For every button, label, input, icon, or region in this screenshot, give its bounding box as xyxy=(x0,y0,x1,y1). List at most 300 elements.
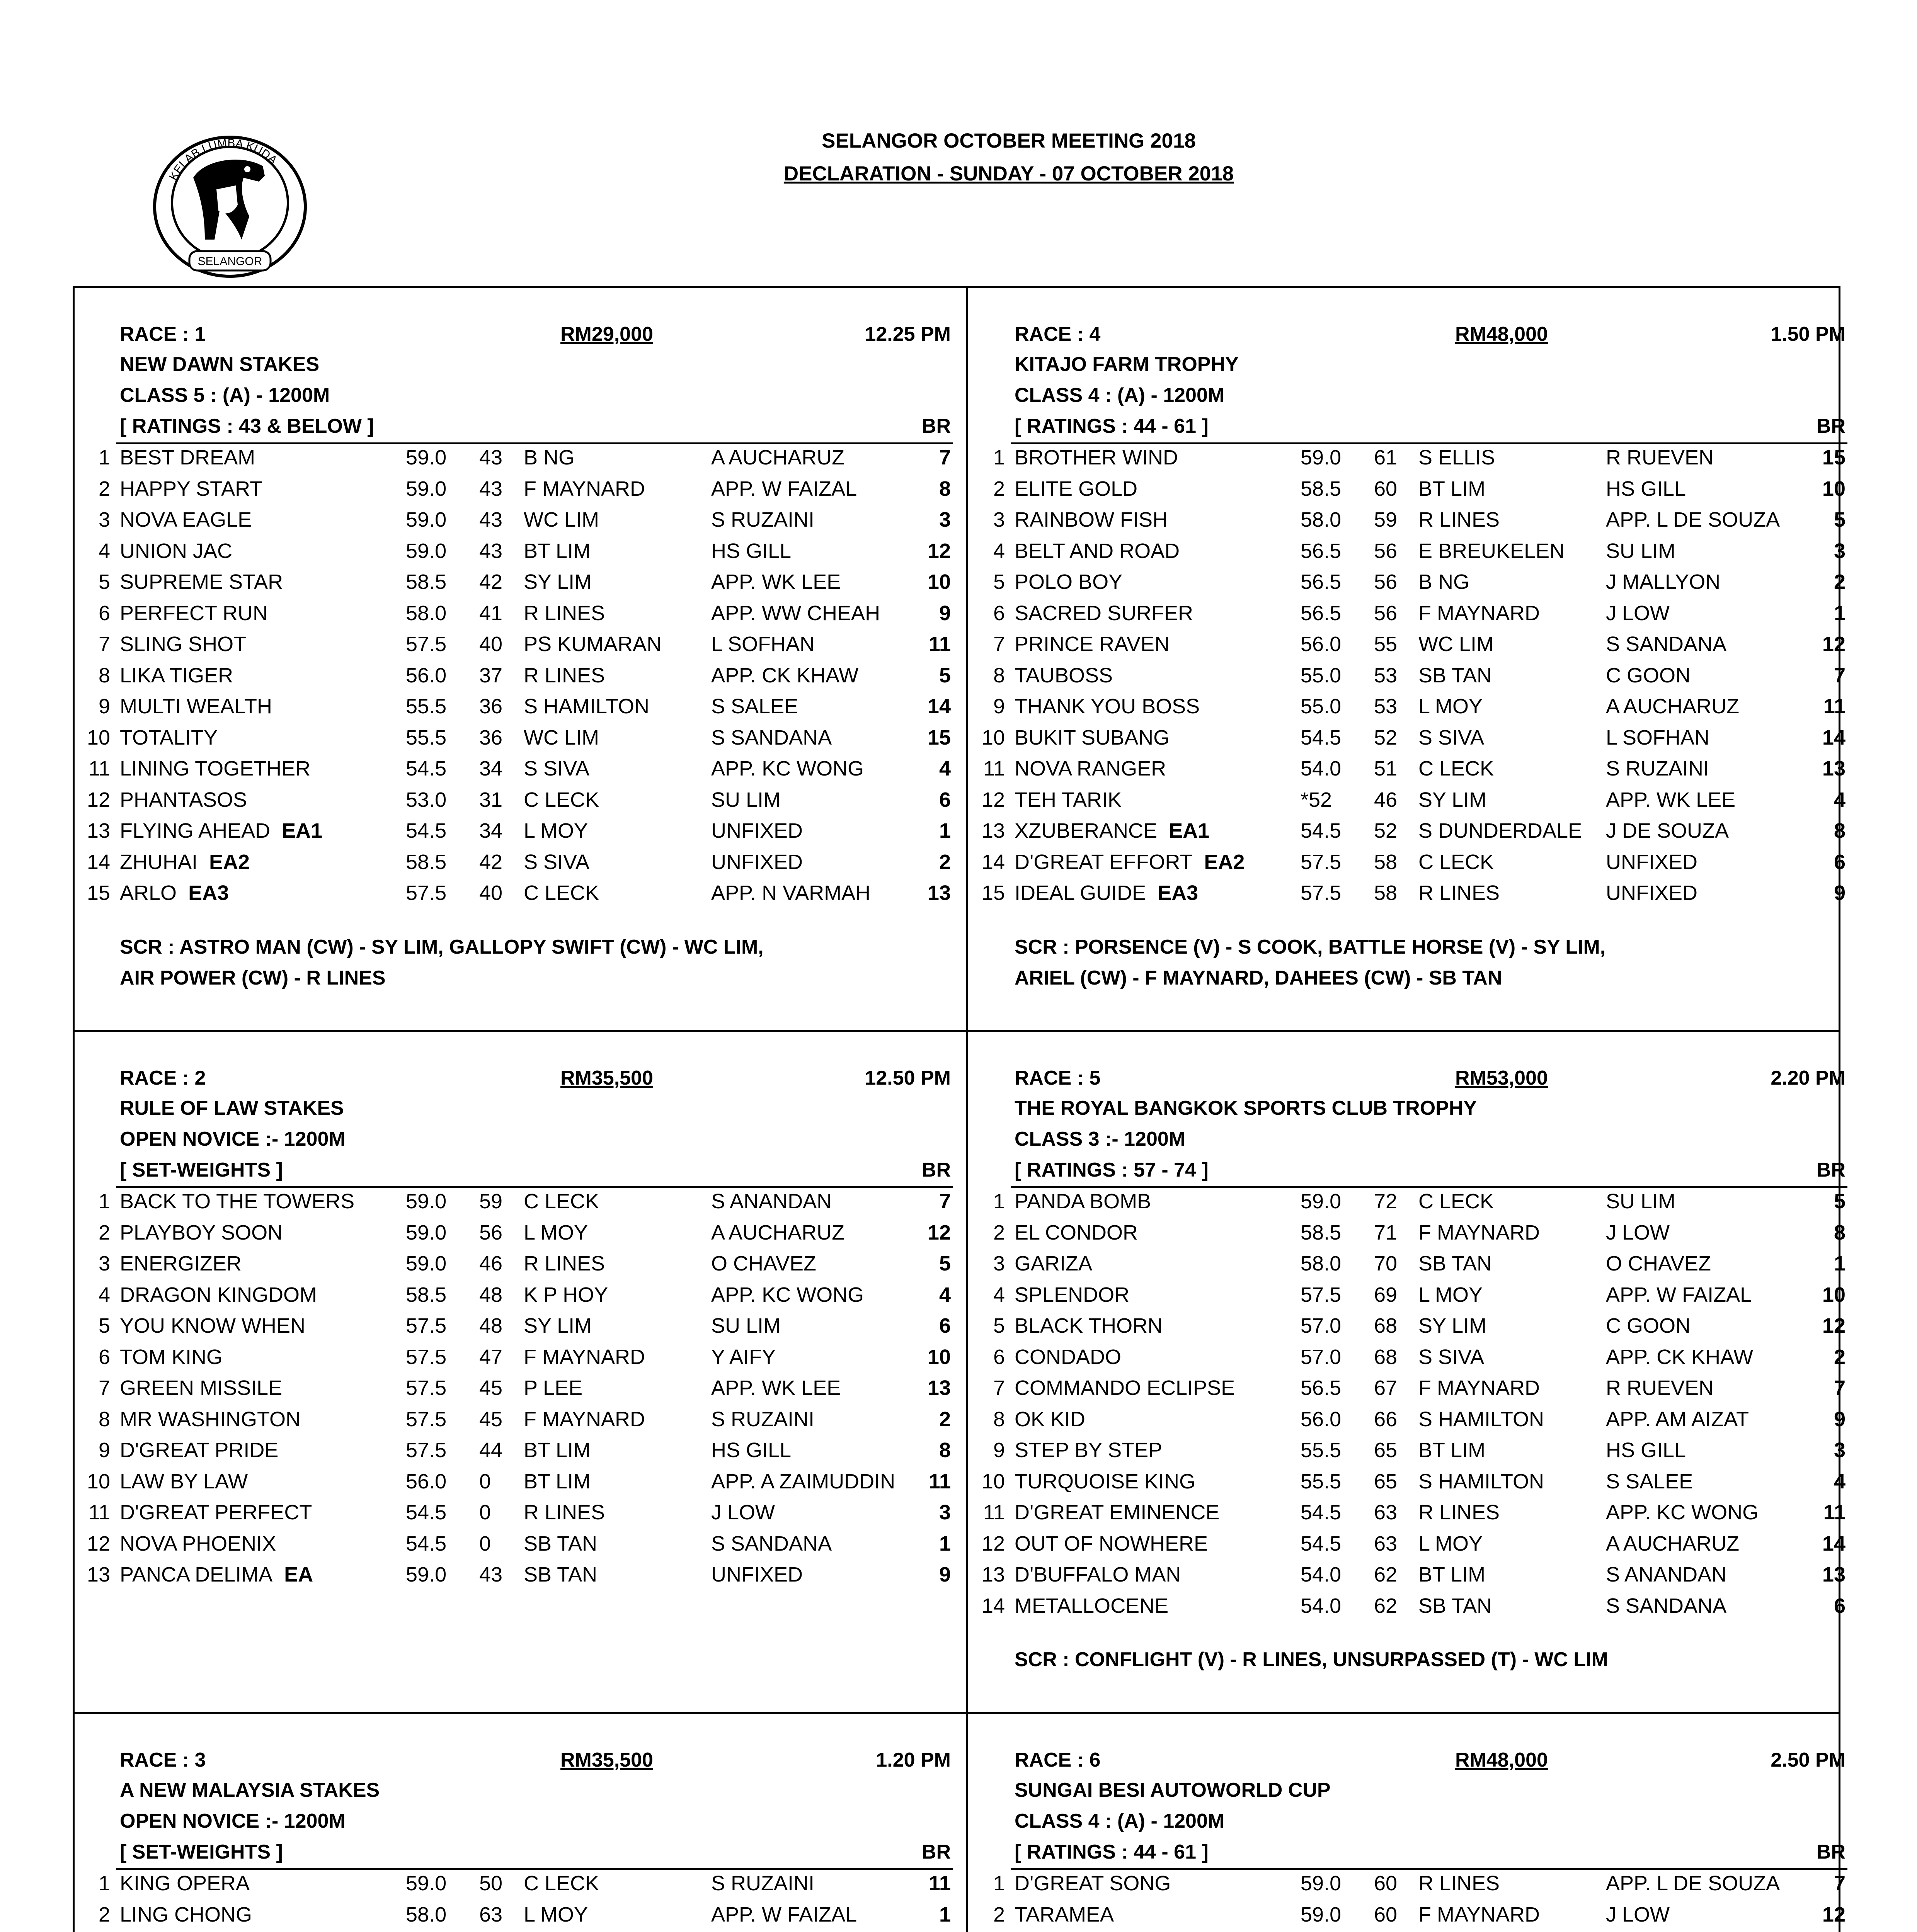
runner-list xyxy=(968,1189,1853,1625)
ratings-label: [ SET-WEIGHTS ] xyxy=(120,1159,283,1181)
runner-number: 11 xyxy=(88,757,110,780)
trainer-name: L MOY xyxy=(1418,1283,1483,1306)
rating: 61 xyxy=(1374,446,1398,469)
weight: 59.0 xyxy=(406,539,447,563)
horse-name: PANDA BOMB xyxy=(1015,1190,1151,1213)
header-underline xyxy=(116,1186,953,1188)
horse-name: OK KID xyxy=(1015,1407,1086,1431)
race-header xyxy=(968,323,1853,353)
trainer-name: S SIVA xyxy=(1418,1345,1485,1369)
jockey-name: J DE SOUZA xyxy=(1606,819,1729,842)
runner-row xyxy=(73,1189,958,1221)
race-prize: RM48,000 xyxy=(1455,1749,1548,1771)
runner-row xyxy=(73,1438,958,1469)
rating: 43 xyxy=(479,446,503,469)
weight: 54.5 xyxy=(406,1532,447,1555)
trainer-name: SB TAN xyxy=(1418,1252,1492,1275)
weight: 56.0 xyxy=(1301,633,1342,656)
barrier-draw: 9 xyxy=(1834,881,1845,905)
trainer-name: WC LIM xyxy=(524,726,599,749)
horse-name: ARLO EA3 xyxy=(120,881,229,905)
rating: 68 xyxy=(1374,1345,1398,1369)
trainer-name: F MAYNARD xyxy=(1418,1221,1540,1244)
runner-number: 2 xyxy=(993,477,1005,500)
logo-bottom-text: SELANGOR xyxy=(197,255,262,268)
jockey-name: O CHAVEZ xyxy=(1606,1252,1711,1275)
rating: 69 xyxy=(1374,1283,1398,1306)
weight: 58.5 xyxy=(406,1283,447,1306)
runner-number: 1 xyxy=(98,1872,110,1895)
barrier-draw: 13 xyxy=(1822,757,1845,780)
rating: 62 xyxy=(1374,1563,1398,1586)
weight: 59.0 xyxy=(406,446,447,469)
rating: 60 xyxy=(1374,1872,1398,1895)
rating: 62 xyxy=(1374,1594,1398,1617)
weight: 59.0 xyxy=(406,1190,447,1213)
barrier-draw: 13 xyxy=(927,881,951,905)
barrier-draw: 7 xyxy=(1834,1872,1845,1895)
runner-row xyxy=(73,601,958,633)
runner-row xyxy=(968,1407,1853,1439)
rating: 56 xyxy=(1374,570,1398,594)
trainer-name: S HAMILTON xyxy=(524,695,650,718)
weight: 57.5 xyxy=(1301,850,1342,874)
trainer-name: S SIVA xyxy=(524,757,590,780)
barrier-draw: 12 xyxy=(927,1221,951,1244)
barrier-draw: 5 xyxy=(939,1252,951,1275)
jockey-name: UNFIXED xyxy=(711,850,803,874)
runner-number: 1 xyxy=(993,1872,1005,1895)
scratchings xyxy=(73,932,958,993)
runner-number: 13 xyxy=(981,819,1005,842)
runner-number: 1 xyxy=(98,1190,110,1213)
jockey-name: APP. W FAIZAL xyxy=(711,477,857,500)
horse-name: SPLENDOR xyxy=(1015,1283,1130,1306)
weight: 54.5 xyxy=(1301,1532,1342,1555)
weight: 55.0 xyxy=(1301,695,1342,718)
horse-name: BEST DREAM xyxy=(120,446,255,469)
jockey-name: S SALEE xyxy=(711,695,798,718)
rating: 43 xyxy=(479,477,503,500)
rating: 48 xyxy=(479,1314,503,1337)
weight: 56.5 xyxy=(1301,539,1342,563)
horse-name: GARIZA xyxy=(1015,1252,1093,1275)
jockey-name: APP. W FAIZAL xyxy=(711,1903,857,1926)
horse-name: HAPPY START xyxy=(120,477,263,500)
barrier-draw: 14 xyxy=(1822,726,1845,749)
ratings-label: [ SET-WEIGHTS ] xyxy=(120,1841,283,1863)
rating: 52 xyxy=(1374,819,1398,842)
weight: 59.0 xyxy=(406,1221,447,1244)
race-name: KITAJO FARM TROPHY xyxy=(1015,353,1239,376)
barrier-draw: 2 xyxy=(939,1407,951,1431)
runner-row xyxy=(73,1407,958,1439)
jockey-name: S SANDANA xyxy=(1606,1594,1727,1617)
runner-row xyxy=(968,1563,1853,1594)
barrier-draw: 15 xyxy=(1822,446,1845,469)
rating: 56 xyxy=(479,1221,503,1244)
jockey-name: APP. KC WONG xyxy=(711,1283,864,1306)
weight: 59.0 xyxy=(406,508,447,531)
trainer-name: L MOY xyxy=(1418,1532,1483,1555)
horse-name: ZHUHAI EA2 xyxy=(120,850,250,874)
race-block xyxy=(968,1066,1853,1675)
weight: 54.0 xyxy=(1301,1594,1342,1617)
race-header xyxy=(968,1066,1853,1097)
header-underline xyxy=(1011,1868,1847,1870)
horse-name: PHANTASOS xyxy=(120,788,247,811)
horse-name: DRAGON KINGDOM xyxy=(120,1283,317,1306)
logo-top-text: KELAB LUMBA KUDA xyxy=(167,136,280,183)
horse-name: NOVA EAGLE xyxy=(120,508,252,531)
rating: 50 xyxy=(479,1872,503,1895)
trainer-name: S HAMILTON xyxy=(1418,1407,1544,1431)
runner-number: 2 xyxy=(98,477,110,500)
trainer-name: F MAYNARD xyxy=(524,1345,645,1369)
rating: 34 xyxy=(479,757,503,780)
barrier-draw: 10 xyxy=(927,1345,951,1369)
scratchings xyxy=(968,1644,1853,1675)
weight: *52 xyxy=(1301,788,1332,811)
race-name: NEW DAWN STAKES xyxy=(120,353,320,376)
weight: 59.0 xyxy=(1301,1903,1342,1926)
trainer-name: F MAYNARD xyxy=(1418,601,1540,625)
jockey-name: A AUCHARUZ xyxy=(1606,1532,1740,1555)
runner-number: 8 xyxy=(993,1407,1005,1431)
horse-name: IDEAL GUIDE EA3 xyxy=(1015,881,1199,905)
horse-name: LAW BY LAW xyxy=(120,1469,248,1493)
jockey-name: APP. KC WONG xyxy=(1606,1501,1759,1524)
runner-number: 5 xyxy=(993,570,1005,594)
trainer-name: SY LIM xyxy=(524,1314,592,1337)
rating: 31 xyxy=(479,788,503,811)
runner-row xyxy=(968,446,1853,477)
runner-number: 9 xyxy=(993,695,1005,718)
jockey-name: C GOON xyxy=(1606,1314,1691,1337)
barrier-draw: 15 xyxy=(927,726,951,749)
horse-name: PRINCE RAVEN xyxy=(1015,633,1170,656)
weight: 59.0 xyxy=(1301,1190,1342,1213)
runner-row xyxy=(73,757,958,788)
runner-row xyxy=(968,539,1853,570)
barrier-draw: 10 xyxy=(927,570,951,594)
rating: 60 xyxy=(1374,477,1398,500)
horse-name: TURQUOISE KING xyxy=(1015,1469,1196,1493)
barrier-draw: 1 xyxy=(939,819,951,842)
weight: 58.5 xyxy=(406,570,447,594)
horse-name: XZUBERANCE EA1 xyxy=(1015,819,1210,842)
entry-tag: EA xyxy=(284,1563,313,1586)
runner-list xyxy=(73,1871,958,1932)
jockey-name: APP. CK KHAW xyxy=(1606,1345,1754,1369)
rating: 59 xyxy=(479,1190,503,1213)
barrier-draw: 9 xyxy=(1834,1407,1845,1431)
weight: 56.5 xyxy=(1301,570,1342,594)
jockey-name: SU LIM xyxy=(711,788,781,811)
rating: 0 xyxy=(479,1532,491,1555)
weight: 55.5 xyxy=(406,695,447,718)
barrier-draw: 14 xyxy=(1822,1532,1845,1555)
ratings-label: [ RATINGS : 57 - 74 ] xyxy=(1015,1159,1209,1181)
horse-name: TARAMEA xyxy=(1015,1903,1114,1926)
jockey-name: APP. WK LEE xyxy=(1606,788,1736,811)
race-header xyxy=(968,1748,1853,1779)
runner-number: 1 xyxy=(993,1190,1005,1213)
weight: 55.5 xyxy=(1301,1469,1342,1493)
weight: 57.5 xyxy=(406,1439,447,1462)
barrier-draw: 5 xyxy=(1834,1190,1845,1213)
jockey-name: SU LIM xyxy=(711,1314,781,1337)
jockey-name: A AUCHARUZ xyxy=(1606,695,1740,718)
barrier-draw: 6 xyxy=(939,788,951,811)
trainer-name: R LINES xyxy=(524,601,605,625)
runner-number: 7 xyxy=(98,633,110,656)
runner-row xyxy=(968,1871,1853,1903)
trainer-name: R LINES xyxy=(1418,508,1500,531)
runner-row xyxy=(968,850,1853,881)
runner-number: 12 xyxy=(981,1532,1005,1555)
race-number: RACE : 1 xyxy=(120,323,206,345)
rating: 43 xyxy=(479,1563,503,1586)
runner-number: 13 xyxy=(87,1563,110,1586)
rating: 0 xyxy=(479,1501,491,1524)
jockey-name: J LOW xyxy=(711,1501,775,1524)
runner-number: 1 xyxy=(98,446,110,469)
weight: 59.0 xyxy=(406,1872,447,1895)
weight: 56.0 xyxy=(406,1469,447,1493)
barrier-header: BR xyxy=(921,415,951,437)
trainer-name: C LECK xyxy=(524,1190,599,1213)
barrier-draw: 3 xyxy=(1834,1439,1845,1462)
rating: 66 xyxy=(1374,1407,1398,1431)
runner-number: 4 xyxy=(98,539,110,563)
race-prize: RM35,500 xyxy=(560,1067,653,1089)
race-class: OPEN NOVICE :- 1200M xyxy=(120,1810,346,1832)
trainer-name: S DUNDERDALE xyxy=(1418,819,1582,842)
runner-number: 4 xyxy=(98,1283,110,1306)
race-number: RACE : 3 xyxy=(120,1749,206,1771)
horse-name: SUPREME STAR xyxy=(120,570,283,594)
runner-number: 6 xyxy=(993,601,1005,625)
runner-number: 6 xyxy=(98,1345,110,1369)
barrier-draw: 10 xyxy=(1822,477,1845,500)
runner-list xyxy=(73,1189,958,1594)
jockey-name: S SANDANA xyxy=(1606,633,1727,656)
race-number: RACE : 2 xyxy=(120,1067,206,1089)
runner-number: 5 xyxy=(993,1314,1005,1337)
trainer-name: R LINES xyxy=(524,1501,605,1524)
horse-name: BROTHER WIND xyxy=(1015,446,1178,469)
trainer-name: C LECK xyxy=(1418,757,1494,780)
runner-number: 13 xyxy=(87,819,110,842)
runner-number: 2 xyxy=(98,1221,110,1244)
jockey-name: SU LIM xyxy=(1606,1190,1676,1213)
horse-name: D'BUFFALO MAN xyxy=(1015,1563,1181,1586)
jockey-name: S RUZAINI xyxy=(1606,757,1709,780)
jockey-name: APP. N VARMAH xyxy=(711,881,871,905)
barrier-draw: 5 xyxy=(1834,508,1845,531)
barrier-draw: 8 xyxy=(1834,819,1845,842)
barrier-draw: 3 xyxy=(939,508,951,531)
weight: 54.5 xyxy=(1301,726,1342,749)
barrier-draw: 9 xyxy=(939,601,951,625)
race-ratings xyxy=(73,1840,958,1871)
trainer-name: SY LIM xyxy=(524,570,592,594)
runner-row xyxy=(73,1469,958,1501)
trainer-name: L MOY xyxy=(524,1221,588,1244)
weight: 57.0 xyxy=(1301,1314,1342,1337)
entry-tag: EA3 xyxy=(188,881,229,905)
jockey-name: HS GILL xyxy=(1606,477,1686,500)
entry-tag: EA2 xyxy=(1204,850,1245,874)
jockey-name: APP. AM AIZAT xyxy=(1606,1407,1749,1431)
weight: 55.0 xyxy=(1301,663,1342,687)
trainer-name: S HAMILTON xyxy=(1418,1469,1544,1493)
horse-name: OUT OF NOWHERE xyxy=(1015,1532,1208,1555)
jockey-name: S RUZAINI xyxy=(711,508,815,531)
scratchings xyxy=(968,932,1853,993)
runner-number: 11 xyxy=(983,1501,1005,1524)
runner-number: 2 xyxy=(993,1903,1005,1926)
race-prize: RM29,000 xyxy=(560,323,653,345)
barrier-draw: 8 xyxy=(939,477,951,500)
horse-name: LING CHONG xyxy=(120,1903,252,1926)
rating: 68 xyxy=(1374,1314,1398,1337)
barrier-draw: 2 xyxy=(1834,1345,1845,1369)
runner-number: 10 xyxy=(87,726,110,749)
barrier-draw: 7 xyxy=(939,1190,951,1213)
barrier-header: BR xyxy=(1816,415,1845,437)
rating: 44 xyxy=(479,1439,503,1462)
header-underline xyxy=(1011,442,1847,444)
horse-name: D'GREAT SONG xyxy=(1015,1872,1171,1895)
barrier-header: BR xyxy=(1816,1841,1845,1863)
race-time: 12.50 PM xyxy=(865,1067,951,1089)
barrier-draw: 13 xyxy=(927,1376,951,1400)
race-time: 1.50 PM xyxy=(1771,323,1845,345)
jockey-name: S RUZAINI xyxy=(711,1872,815,1895)
barrier-draw: 11 xyxy=(928,1872,951,1895)
runner-number: 3 xyxy=(993,1252,1005,1275)
trainer-name: B NG xyxy=(1418,570,1470,594)
weight: 58.5 xyxy=(406,850,447,874)
jockey-name: APP. A ZAIMUDDIN xyxy=(711,1469,896,1493)
runner-row xyxy=(73,632,958,663)
horse-name: SACRED SURFER xyxy=(1015,601,1193,625)
weight: 58.0 xyxy=(406,601,447,625)
runner-row xyxy=(968,508,1853,539)
rating: 41 xyxy=(479,601,503,625)
trainer-name: R LINES xyxy=(1418,1872,1500,1895)
jockey-name: UNFIXED xyxy=(711,1563,803,1586)
trainer-name: L MOY xyxy=(524,1903,588,1926)
jockey-name: S SANDANA xyxy=(711,726,832,749)
race-block xyxy=(968,323,1853,993)
trainer-name: L MOY xyxy=(524,819,588,842)
trainer-name: PS KUMARAN xyxy=(524,633,662,656)
trainer-name: BT LIM xyxy=(1418,1563,1486,1586)
jockey-name: HS GILL xyxy=(711,539,792,563)
trainer-name: BT LIM xyxy=(524,539,591,563)
weight: 58.0 xyxy=(1301,508,1342,531)
jockey-name: APP. CK KHAW xyxy=(711,663,859,687)
weight: 56.5 xyxy=(1301,601,1342,625)
ratings-label: [ RATINGS : 44 - 61 ] xyxy=(1015,415,1209,437)
jockey-name: S RUZAINI xyxy=(711,1407,815,1431)
jockey-name: J LOW xyxy=(1606,601,1670,625)
runner-number: 6 xyxy=(993,1345,1005,1369)
weight: 53.0 xyxy=(406,788,447,811)
scratching-line: SCR : ASTRO MAN (CW) - SY LIM, GALLOPY SWIFT (CW) - WC LIM, xyxy=(120,935,764,958)
rating: 36 xyxy=(479,726,503,749)
weight: 59.0 xyxy=(406,1563,447,1586)
runner-row xyxy=(968,1532,1853,1563)
horse-name: D'GREAT PERFECT xyxy=(120,1501,312,1524)
trainer-name: S SIVA xyxy=(1418,726,1485,749)
runner-row xyxy=(968,881,1853,912)
rating: 65 xyxy=(1374,1439,1398,1462)
trainer-name: WC LIM xyxy=(1418,633,1494,656)
horse-name: D'GREAT EFFORT EA2 xyxy=(1015,850,1245,874)
horse-name: BACK TO THE TOWERS xyxy=(120,1190,355,1213)
runner-number: 7 xyxy=(993,633,1005,656)
runner-number: 14 xyxy=(87,850,110,874)
rating: 56 xyxy=(1374,601,1398,625)
runner-row xyxy=(968,663,1853,695)
rating: 58 xyxy=(1374,850,1398,874)
trainer-name: K P HOY xyxy=(524,1283,608,1306)
barrier-draw: 6 xyxy=(939,1314,951,1337)
weight: 56.0 xyxy=(1301,1407,1342,1431)
runner-number: 7 xyxy=(993,1376,1005,1400)
race-prize: RM35,500 xyxy=(560,1749,653,1771)
race-block xyxy=(73,1748,958,1932)
trainer-name: C LECK xyxy=(524,881,599,905)
jockey-name: R RUEVEN xyxy=(1606,1376,1714,1400)
horse-name: NOVA RANGER xyxy=(1015,757,1166,780)
weight: 54.5 xyxy=(1301,819,1342,842)
race-name: A NEW MALAYSIA STAKES xyxy=(120,1779,380,1801)
jockey-name: A AUCHARUZ xyxy=(711,1221,845,1244)
runner-row xyxy=(73,1283,958,1314)
race-class: CLASS 3 :- 1200M xyxy=(1015,1128,1186,1150)
runner-number: 7 xyxy=(98,1376,110,1400)
horse-name: GREEN MISSILE xyxy=(120,1376,283,1400)
race-prize: RM53,000 xyxy=(1455,1067,1548,1089)
rating: 63 xyxy=(479,1903,503,1926)
entry-tag: EA3 xyxy=(1158,881,1199,905)
runner-number: 14 xyxy=(981,850,1005,874)
runner-row xyxy=(73,1871,958,1903)
runner-row xyxy=(73,446,958,477)
trainer-name: R LINES xyxy=(524,663,605,687)
horse-name: THANK YOU BOSS xyxy=(1015,695,1200,718)
trainer-name: SB TAN xyxy=(1418,1594,1492,1617)
trainer-name: L MOY xyxy=(1418,695,1483,718)
horse-name: BUKIT SUBANG xyxy=(1015,726,1170,749)
horse-name: D'GREAT PRIDE xyxy=(120,1439,279,1462)
rating: 48 xyxy=(479,1283,503,1306)
weight: 54.5 xyxy=(1301,1501,1342,1524)
race-block xyxy=(73,1066,958,1594)
barrier-draw: 2 xyxy=(939,850,951,874)
jockey-name: S SANDANA xyxy=(711,1532,832,1555)
declaration-title: DECLARATION - SUNDAY - 07 OCTOBER 2018 xyxy=(783,162,1234,185)
barrier-draw: 12 xyxy=(1822,633,1845,656)
rating: 55 xyxy=(1374,633,1398,656)
horse-name: TAUBOSS xyxy=(1015,663,1113,687)
rating: 59 xyxy=(1374,508,1398,531)
